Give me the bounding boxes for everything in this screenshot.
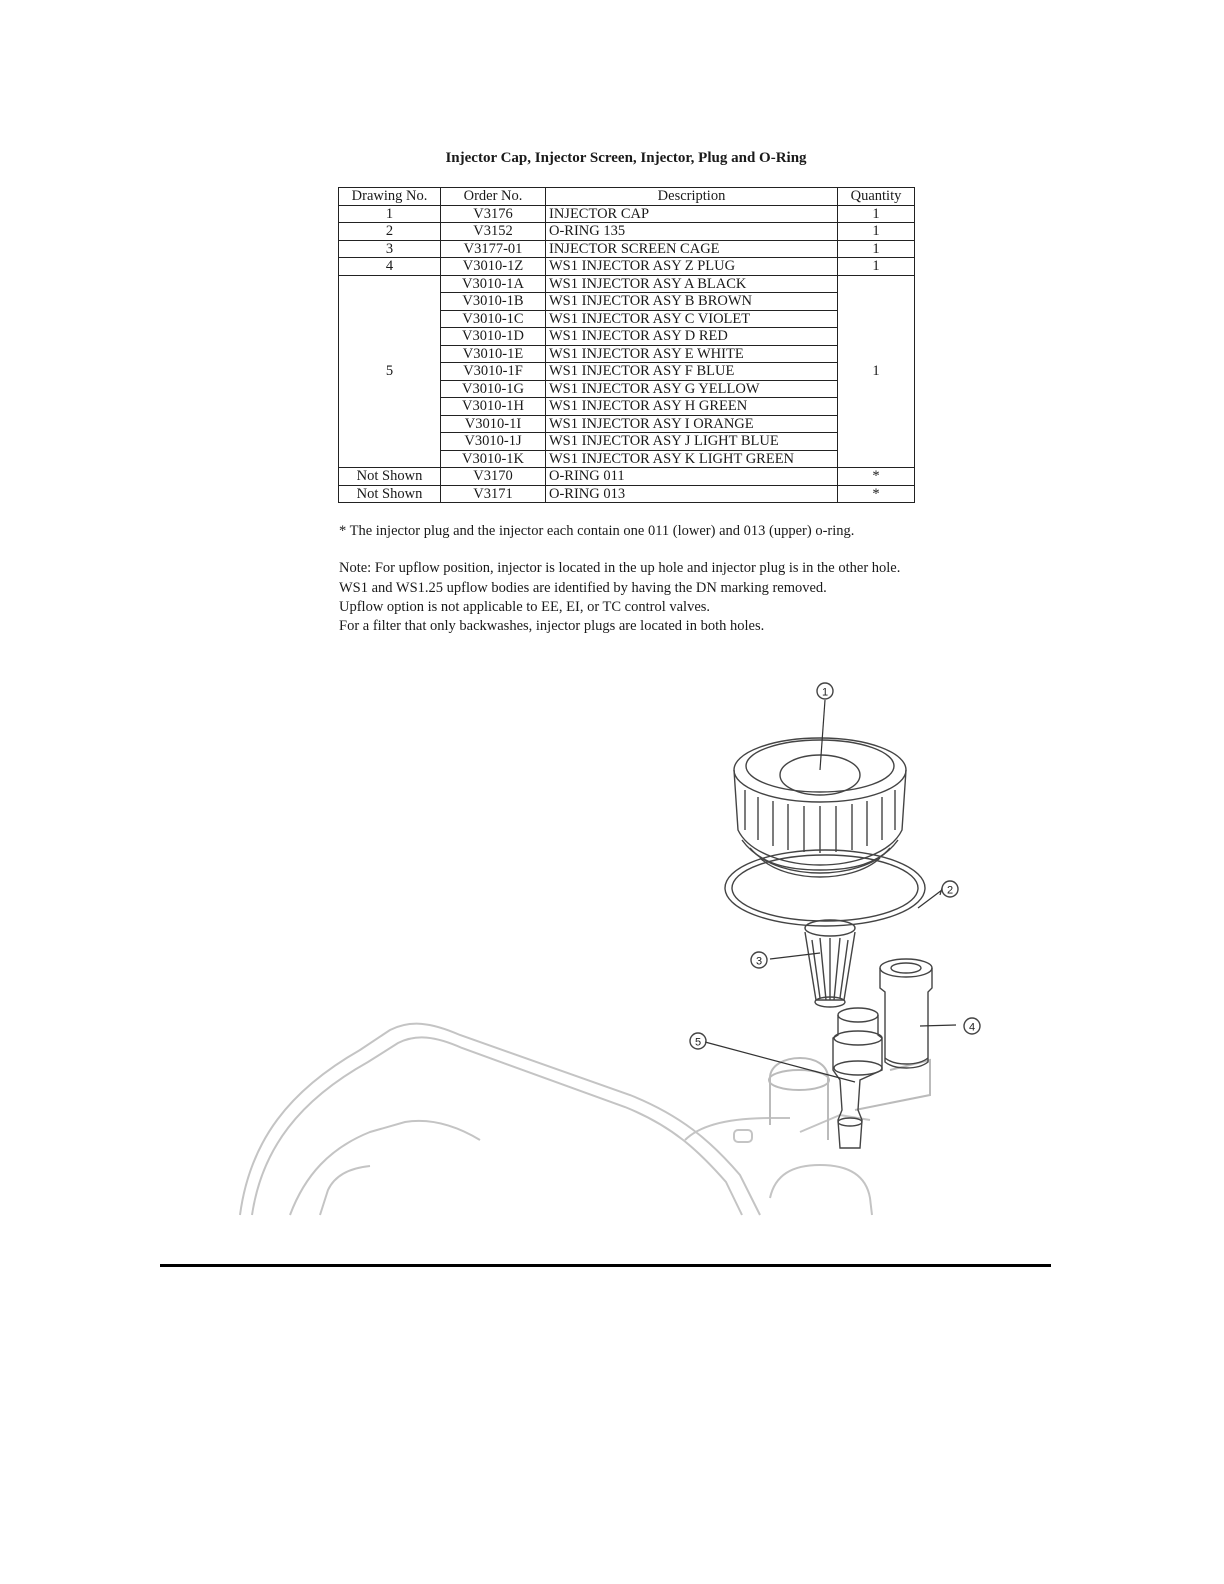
quantity-cell: 1 xyxy=(838,275,915,468)
order-no-cell: V3010-1E xyxy=(441,345,546,363)
page-title: Injector Cap, Injector Screen, Injector, Plug and O-Ring xyxy=(445,150,807,166)
order-no-cell: V3170 xyxy=(441,468,546,486)
header-order-no: Order No. xyxy=(441,188,546,206)
callout-label: 4 xyxy=(968,1021,976,1034)
drawing-no-cell: 1 xyxy=(339,205,441,223)
table-row xyxy=(339,485,915,503)
header-quantity: Quantity xyxy=(838,188,915,206)
description-cell: WS1 INJECTOR ASY J LIGHT BLUE xyxy=(546,433,838,451)
description-cell: WS1 INJECTOR ASY H GREEN xyxy=(546,398,838,416)
quantity-cell: 1 xyxy=(838,223,915,241)
drawing-no-cell: 2 xyxy=(339,223,441,241)
order-no-cell: V3010-1I xyxy=(441,415,546,433)
header-drawing-no: Drawing No. xyxy=(339,188,441,206)
description-cell: WS1 INJECTOR ASY K LIGHT GREEN xyxy=(546,450,838,468)
drawing-no-cell: 4 xyxy=(339,258,441,276)
callout-label: 5 xyxy=(694,1036,702,1049)
description-cell: O-RING 011 xyxy=(546,468,838,486)
order-no-cell: V3177-01 xyxy=(441,240,546,258)
header-description: Description xyxy=(546,188,838,206)
order-no-cell: V3010-1K xyxy=(441,450,546,468)
notes-block xyxy=(339,522,900,636)
order-no-cell: V3176 xyxy=(441,205,546,223)
table-row xyxy=(339,240,915,258)
drawing-no-cell: 3 xyxy=(339,240,441,258)
callout-3 xyxy=(751,952,767,968)
callout-1 xyxy=(817,683,833,699)
order-no-cell: V3010-1G xyxy=(441,380,546,398)
description-cell: WS1 INJECTOR ASY E WHITE xyxy=(546,345,838,363)
drawing-no-cell: Not Shown xyxy=(339,485,441,503)
o-ring-135 xyxy=(725,850,925,926)
callout-4 xyxy=(964,1018,980,1034)
callout-2 xyxy=(942,881,958,897)
order-no-cell: V3010-1H xyxy=(441,398,546,416)
description-cell: WS1 INJECTOR ASY D RED xyxy=(546,328,838,346)
note-line: Upflow option is not applicable to EE, EI, or TC control valves. xyxy=(339,598,711,615)
callout-label: 1 xyxy=(821,686,829,699)
injector-plug xyxy=(880,959,932,1068)
description-cell: INJECTOR SCREEN CAGE xyxy=(546,240,838,258)
order-no-cell: V3010-1D xyxy=(441,328,546,346)
quantity-cell: 1 xyxy=(838,258,915,276)
quantity-cell: 1 xyxy=(838,240,915,258)
injector-assembly-diagram xyxy=(230,670,1010,1218)
description-cell: WS1 INJECTOR ASY I ORANGE xyxy=(546,415,838,433)
quantity-cell: * xyxy=(838,468,915,486)
drawing-no-cell: 5 xyxy=(339,275,441,468)
order-no-cell: V3010-1Z xyxy=(441,258,546,276)
description-cell: WS1 INJECTOR ASY F BLUE xyxy=(546,363,838,381)
valve-port-boss xyxy=(769,1058,930,1140)
table-row xyxy=(339,223,915,241)
horizontal-rule xyxy=(160,1264,1051,1267)
description-cell: WS1 INJECTOR ASY G YELLOW xyxy=(546,380,838,398)
injector-screen-cage xyxy=(805,920,855,1007)
callout-5 xyxy=(690,1033,706,1049)
table-header-row xyxy=(339,188,915,206)
order-no-cell: V3152 xyxy=(441,223,546,241)
note-line: Note: For upflow position, injector is located in the up hole and injector plug is in the other hole. xyxy=(339,560,901,577)
order-no-cell: V3010-1C xyxy=(441,310,546,328)
order-no-cell: V3010-1F xyxy=(441,363,546,381)
order-no-cell: V3010-1J xyxy=(441,433,546,451)
table-row xyxy=(339,205,915,223)
note-line: For a filter that only backwashes, injector plugs are located in both holes. xyxy=(339,618,765,635)
description-cell: O-RING 135 xyxy=(546,223,838,241)
footnote: * The injector plug and the injector each contain one 011 (lower) and 013 (upper) o-ring. xyxy=(339,523,855,539)
quantity-cell: 1 xyxy=(838,205,915,223)
quantity-cell: * xyxy=(838,485,915,503)
table-row xyxy=(339,275,915,293)
description-cell: WS1 INJECTOR ASY Z PLUG xyxy=(546,258,838,276)
note-line: WS1 and WS1.25 upflow bodies are identified by having the DN marking removed. xyxy=(339,579,827,596)
parts-table xyxy=(338,187,915,503)
drawing-no-cell: Not Shown xyxy=(339,468,441,486)
callout-label: 2 xyxy=(946,884,954,897)
description-cell: INJECTOR CAP xyxy=(546,205,838,223)
order-no-cell: V3010-1A xyxy=(441,275,546,293)
order-no-cell: V3171 xyxy=(441,485,546,503)
table-row xyxy=(339,468,915,486)
callout-label: 3 xyxy=(755,955,763,968)
valve-body-outline xyxy=(240,1024,872,1215)
description-cell: WS1 INJECTOR ASY A BLACK xyxy=(546,275,838,293)
table-row xyxy=(339,258,915,276)
description-cell: WS1 INJECTOR ASY B BROWN xyxy=(546,293,838,311)
description-cell: O-RING 013 xyxy=(546,485,838,503)
description-cell: WS1 INJECTOR ASY C VIOLET xyxy=(546,310,838,328)
order-no-cell: V3010-1B xyxy=(441,293,546,311)
